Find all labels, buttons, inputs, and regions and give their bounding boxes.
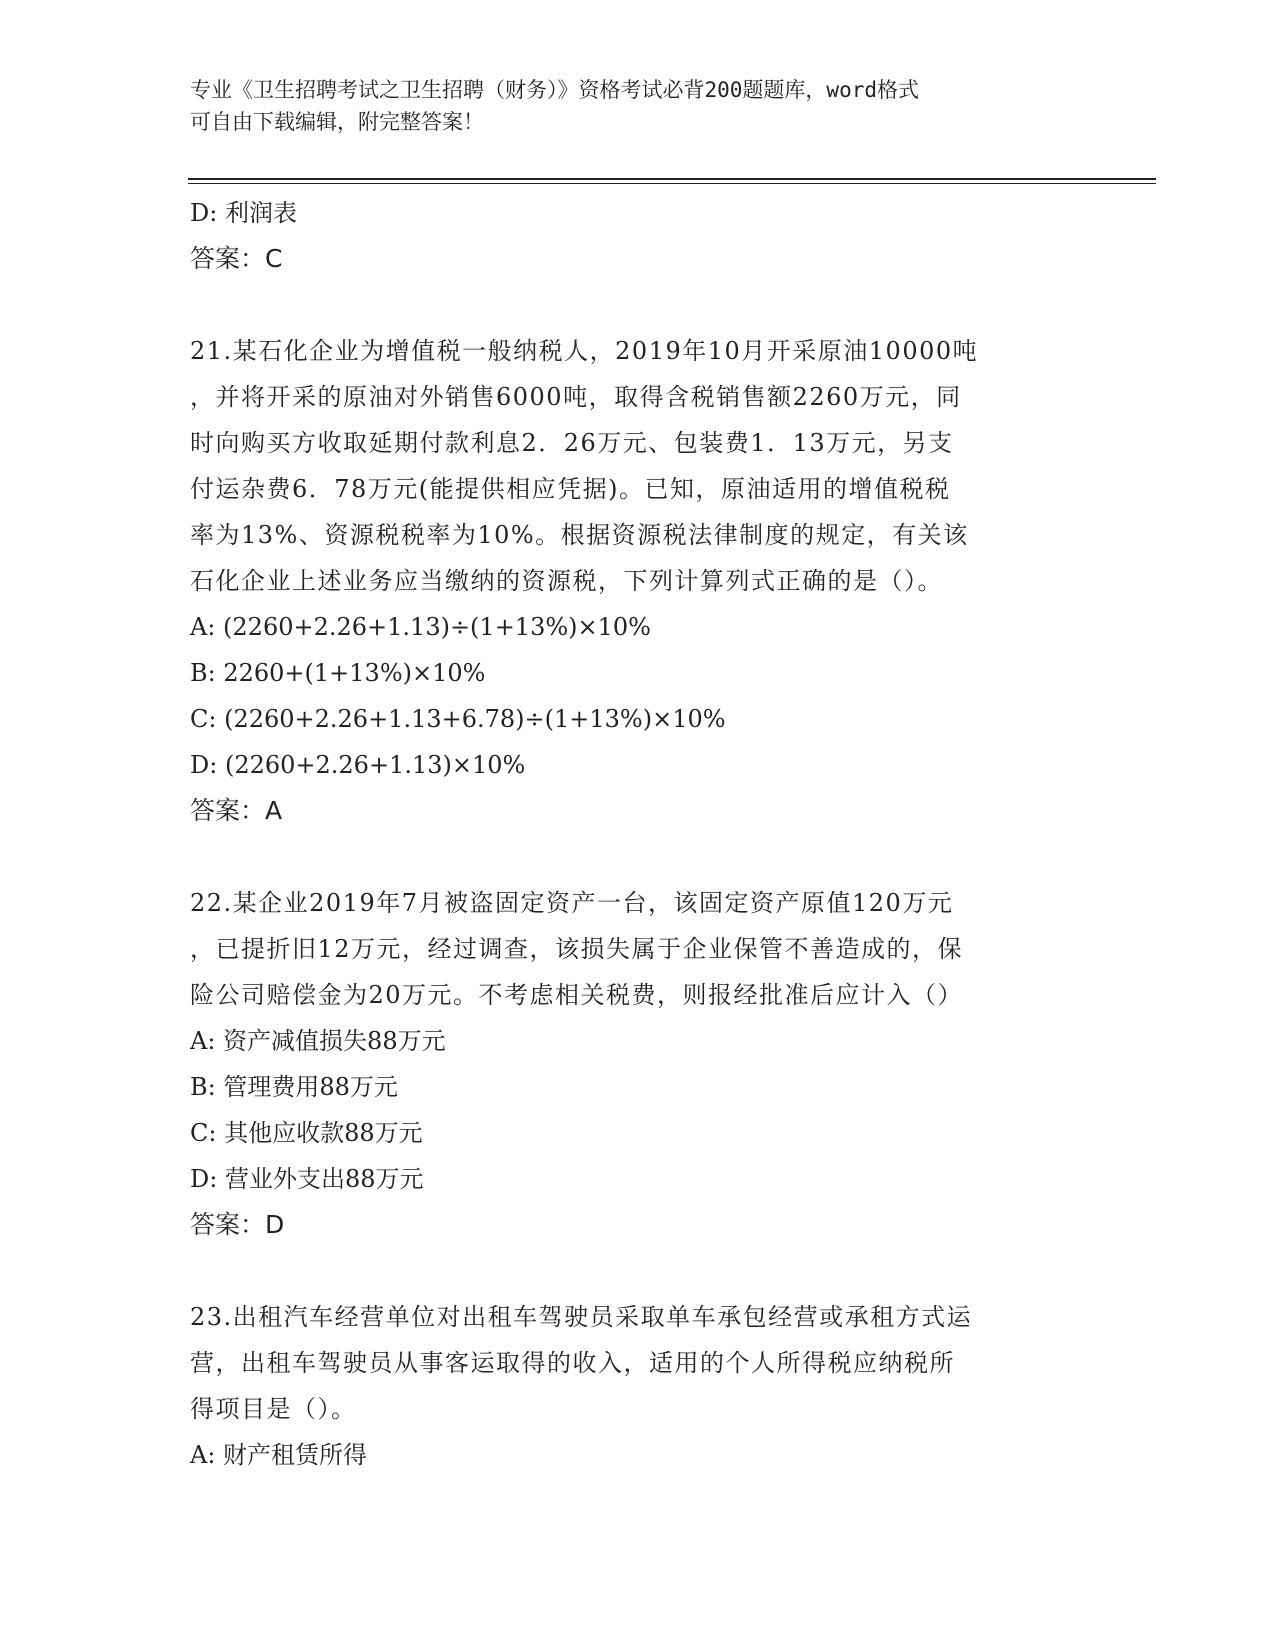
question-stem-line: 石化企业上述业务应当缴纳的资源税，下列计算列式正确的是（）。: [190, 567, 943, 595]
document-header: [190, 74, 1090, 138]
question-stem-line: 险公司赔偿金为20万元。不考虑相关税费，则报经批准后应计入（）: [190, 981, 964, 1009]
option-d: D: 营业外支出88万元: [190, 1165, 424, 1193]
option-b: B: 管理费用88万元: [190, 1073, 398, 1101]
option-c: C: (2260+2.26+1.13+6.78)÷(1+13%)×10%: [190, 705, 726, 733]
option-a: A: 资产减值损失88万元: [190, 1027, 446, 1055]
question-stem-line: 时向购买方收取延期付款利息2．26万元、包装费1．13万元，另支: [190, 429, 954, 457]
question-list: [190, 190, 1090, 1478]
option-c: C: 其他应收款88万元: [190, 1119, 423, 1147]
question-stem-line: 23.出租汽车经营单位对出租车驾驶员采取单车承包经营或承租方式运: [190, 1303, 973, 1331]
question-stem-line: ，已提折旧12万元，经过调查，该损失属于企业保管不善造成的，保: [190, 935, 964, 963]
question-23: [190, 1294, 1090, 1478]
question-stem-line: 率为13%、资源税税率为10%。根据资源税法律制度的规定，有关该: [190, 521, 969, 549]
option-a: A: 财产租赁所得: [190, 1441, 368, 1469]
spacer: [190, 1248, 1090, 1294]
question-stem-line: 22.某企业2019年7月被盗固定资产一台，该固定资产原值120万元: [190, 889, 954, 917]
option-a: A: (2260+2.26+1.13)÷(1+13%)×10%: [190, 613, 651, 641]
question-21: [190, 328, 1090, 834]
prev-answer: 答案：C: [190, 244, 283, 273]
answer: 答案：A: [190, 796, 283, 825]
question-stem-line: 21.某石化企业为增值税一般纳税人，2019年10月开采原油10000吨: [190, 337, 979, 365]
spacer: [190, 834, 1090, 880]
prev-option-d: D: 利润表: [190, 199, 297, 227]
header-title-line-2: 可自由下载编辑，附完整答案！: [190, 110, 484, 134]
question-stem-line: 营，出租车驾驶员从事客运取得的收入，适用的个人所得税应纳税所: [190, 1349, 955, 1377]
question-22: [190, 880, 1090, 1248]
option-b: B: 2260+(1+13%)×10%: [190, 659, 486, 687]
header-title-line-1: 专业《卫生招聘考试之卫生招聘（财务）》资格考试必背200题题库，word格式: [190, 78, 919, 102]
question-stem-line: ，并将开采的原油对外销售6000吨，取得含税销售额2260万元，同: [190, 383, 962, 411]
question-stem-line: 得项目是（）。: [190, 1395, 357, 1423]
option-d: D: (2260+2.26+1.13)×10%: [190, 751, 526, 779]
header-divider-thin: [188, 183, 1156, 184]
question-stem-line: 付运杂费6．78万元(能提供相应凭据)。已知，原油适用的增值税税: [190, 475, 951, 503]
header-divider-thick: [188, 178, 1156, 180]
spacer: [190, 282, 1090, 328]
answer: 答案：D: [190, 1210, 285, 1239]
